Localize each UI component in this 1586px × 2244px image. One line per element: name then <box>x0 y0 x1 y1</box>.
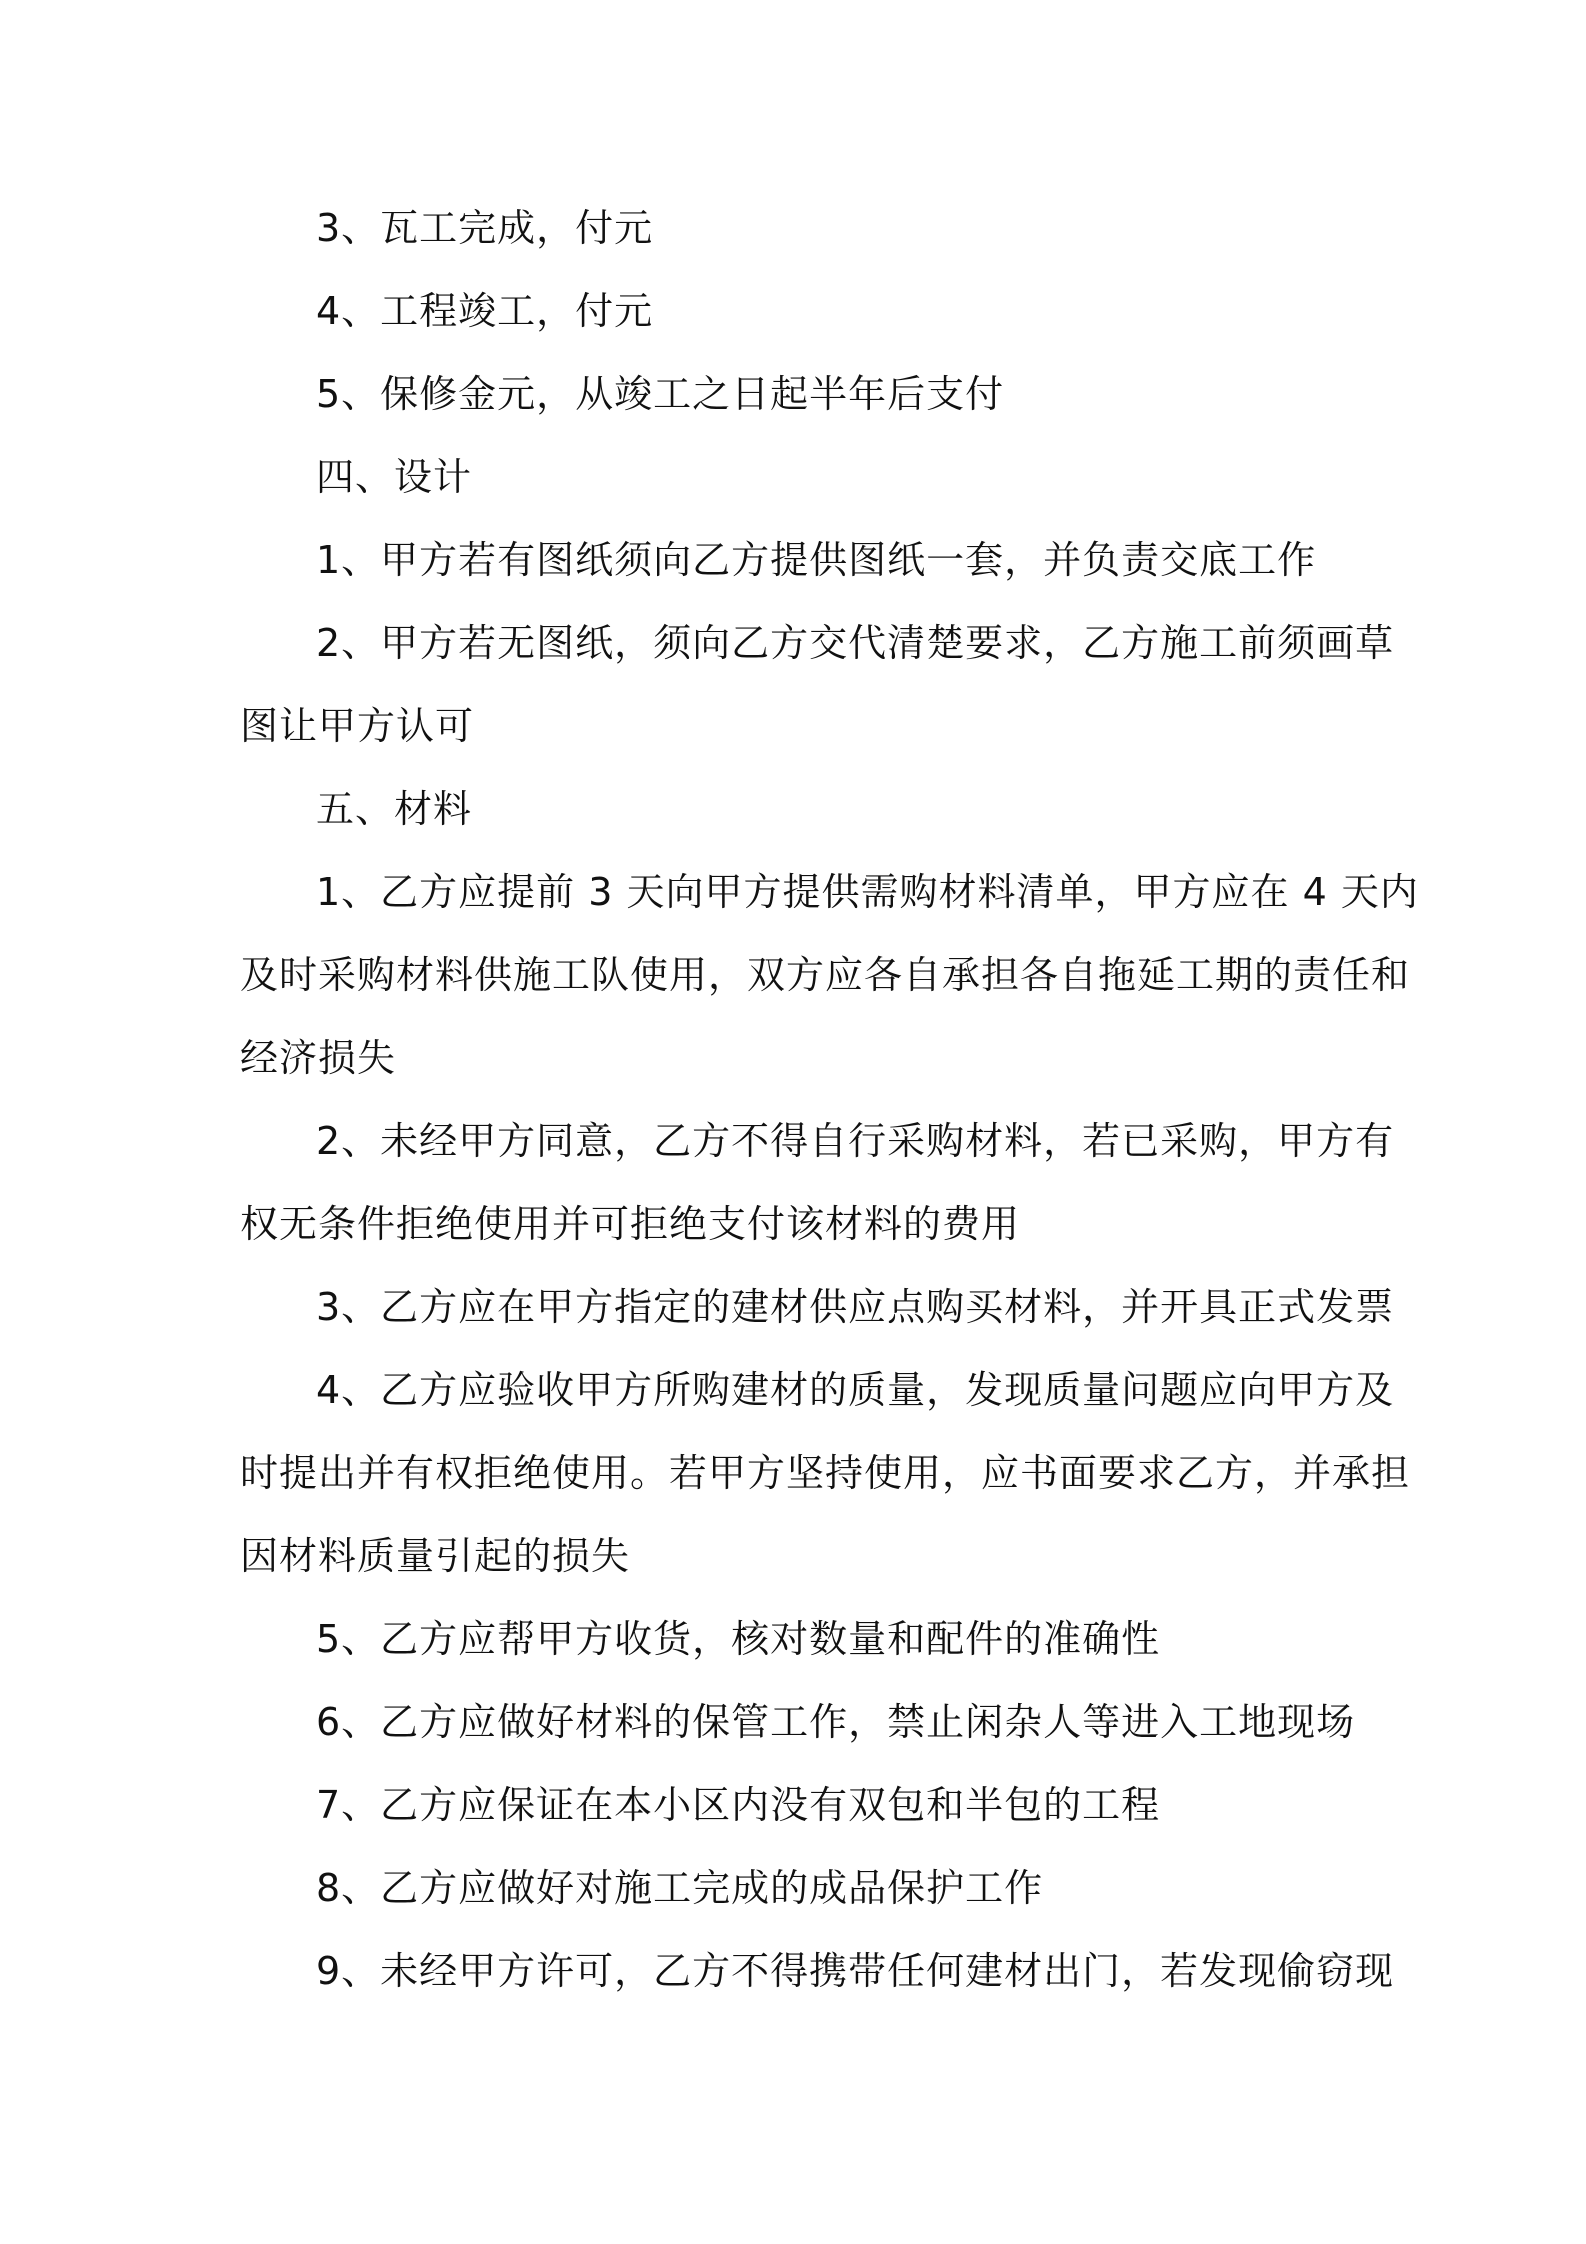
materials-clause-4-cont: 时提出并有权拒绝使用。若甲方坚持使用，应书面要求乙方，并承担 <box>240 1451 1411 1495</box>
materials-clause-9: 9、未经甲方许可，乙方不得携带任何建材出门，若发现偷窃现 <box>316 1949 1395 1993</box>
materials-clause-4: 4、乙方应验收甲方所购建材的质量，发现质量问题应向甲方及 <box>316 1368 1395 1412</box>
clause-3-tile-work: 3、瓦工完成，付元 <box>316 206 654 250</box>
design-clause-2-cont: 图让甲方认可 <box>240 704 475 748</box>
clause-4-completion: 4、工程竣工，付元 <box>316 289 654 333</box>
materials-clause-2-cont: 权无条件拒绝使用并可拒绝支付该材料的费用 <box>240 1202 1021 1246</box>
materials-clause-8: 8、乙方应做好对施工完成的成品保护工作 <box>316 1866 1044 1910</box>
materials-clause-2: 2、未经甲方同意，乙方不得自行采购材料，若已采购，甲方有 <box>316 1119 1395 1163</box>
materials-clause-6: 6、乙方应做好材料的保管工作，禁止闲杂人等进入工地现场 <box>316 1700 1356 1744</box>
materials-clause-3: 3、乙方应在甲方指定的建材供应点购买材料，并开具正式发票 <box>316 1285 1395 1329</box>
materials-clause-5: 5、乙方应帮甲方收货，核对数量和配件的准确性 <box>316 1617 1161 1661</box>
materials-clause-7: 7、乙方应保证在本小区内没有双包和半包的工程 <box>316 1783 1161 1827</box>
design-clause-2: 2、甲方若无图纸，须向乙方交代清楚要求，乙方施工前须画草 <box>316 621 1395 665</box>
materials-clause-1: 1、乙方应提前 3 天向甲方提供需购材料清单，甲方应在 4 天内 <box>316 870 1419 914</box>
materials-clause-4-cont-2: 因材料质量引起的损失 <box>240 1534 631 1578</box>
section-heading-materials: 五、材料 <box>316 787 473 831</box>
clause-5-warranty: 5、保修金元，从竣工之日起半年后支付 <box>316 372 1005 416</box>
design-clause-1: 1、甲方若有图纸须向乙方提供图纸一套，并负责交底工作 <box>316 538 1317 582</box>
section-heading-design: 四、设计 <box>316 455 473 499</box>
materials-clause-1-cont: 及时采购材料供施工队使用，双方应各自承担各自拖延工期的责任和 <box>240 953 1411 997</box>
materials-clause-1-cont-2: 经济损失 <box>240 1036 397 1080</box>
